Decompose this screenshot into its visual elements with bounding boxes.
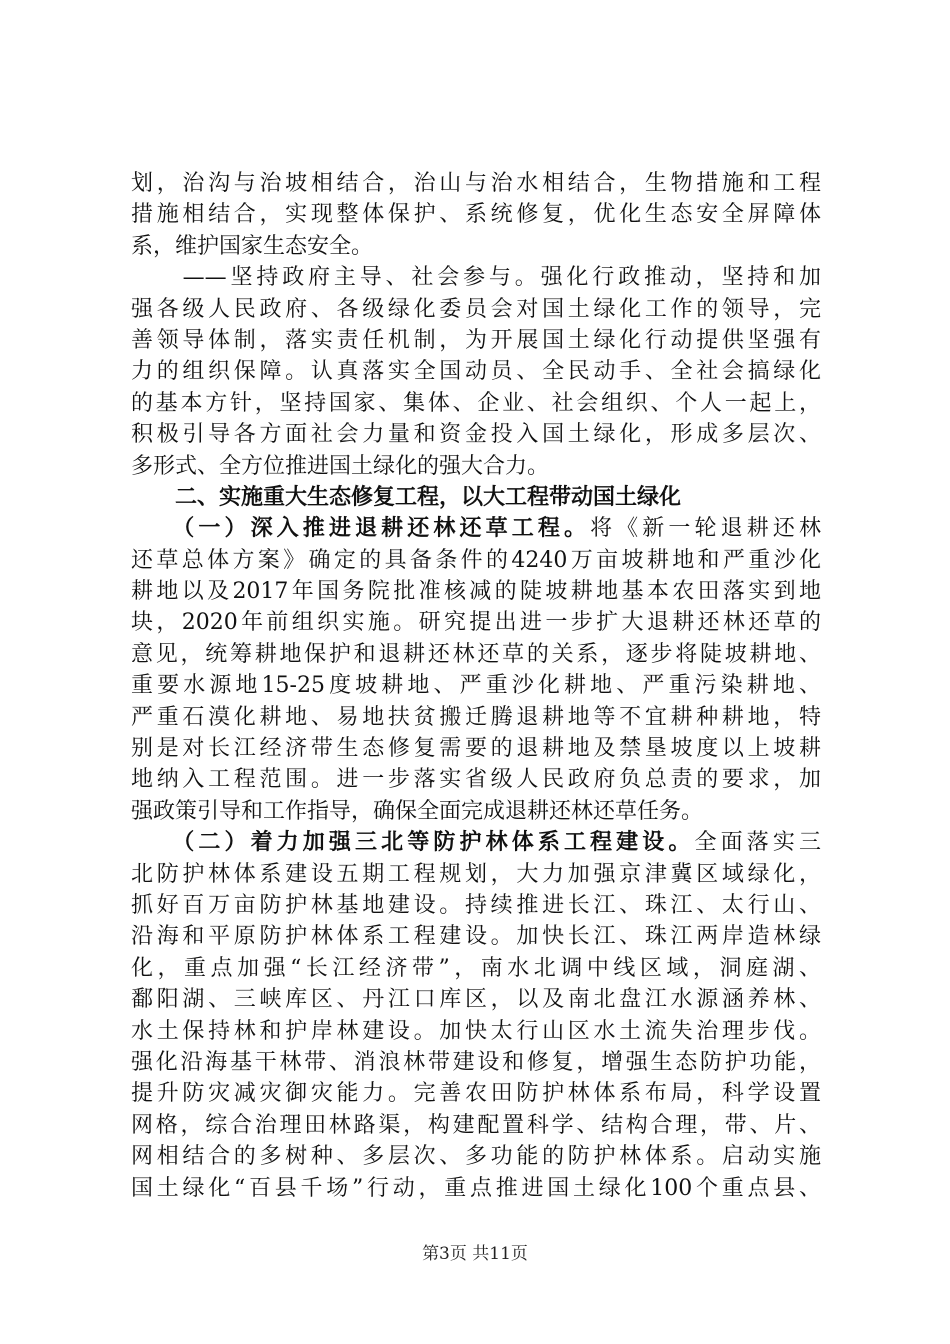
body-line: 力的组织保障。认真落实全国动员、全民动手、全社会搞绿化 [131,359,821,385]
body-line: 还草总体方案》确定的具备条件的4240万亩坡耕地和严重沙化 [131,547,821,573]
body-line: 多形式、全方位推进国土绿化的强大合力。 [131,453,550,479]
body-line: 强政策引导和工作指导，确保全面完成退耕还林还草任务。 [131,798,704,824]
body-text: 将《新一轮退耕还林 [590,516,821,542]
body-line: 网格，综合治理田林路渠，构建配置科学、结构合理，带、片、 [131,1112,821,1138]
body-line: 积极引导各方面社会力量和资金投入国土绿化，形成多层次、 [131,422,821,448]
body-line: 北防护林体系建设五期工程规划，大力加强京津冀区域绿化， [131,861,821,887]
body-line: 善领导体制，落实责任机制，为开展国土绿化行动提供坚强有 [131,327,821,353]
body-line: 鄱阳湖、三峡库区、丹江口库区，以及南北盘江水源涵养林、 [131,987,821,1013]
subsection-heading: （二）着力加强三北等防护林体系工程建设。 [131,829,695,856]
body-line: 耕地以及2017年国务院批准核减的陡坡耕地基本农田落实到地 [131,579,821,605]
body-line: 的基本方针，坚持国家、集体、企业、社会组织、个人一起上， [131,390,821,416]
body-line: 重要水源地15-25度坡耕地、严重沙化耕地、严重污染耕地、 [131,673,821,699]
body-line: ——坚持政府主导、社会参与。强化行政推动，坚持和加 [131,265,821,291]
page-number-footer: 第3页 共11页 [422,1244,528,1264]
body-line: 地纳入工程范围。进一步落实省级人民政府负总责的要求，加 [131,767,821,793]
document-body [131,168,821,1204]
body-line: 系，维护国家生态安全。 [131,233,374,259]
subsection-heading: （一）深入推进退耕还林还草工程。 [131,515,591,542]
body-line: 化，重点加强“长江经济带”，南水北调中线区域，洞庭湖、 [131,955,821,981]
body-line: 水土保持林和护岸林建设。加快太行山区水土流失治理步伐。 [131,1018,821,1044]
body-line: 别是对长江经济带生态修复需要的退耕地及禁垦坡度以上坡耕 [131,736,821,762]
body-line: 措施相结合，实现整体保护、系统修复，优化生态安全屏障体 [131,202,821,228]
body-line [131,827,821,858]
body-line: 强化沿海基干林带、消浪林带建设和修复，增强生态防护功能， [131,1049,821,1075]
body-line: 抓好百万亩防护林基地建设。持续推进长江、珠江、太行山、 [131,892,821,918]
body-line: 强各级人民政府、各级绿化委员会对国土绿化工作的领导，完 [131,296,821,322]
body-line: 网相结合的多树种、多层次、多功能的防护林体系。启动实施 [131,1144,821,1170]
body-text: 全面落实三 [694,830,821,856]
body-line: 沿海和平原防护林体系工程建设。加快长江、珠江两岸造林绿 [131,924,821,950]
section-heading: 二、实施重大生态修复工程，以大工程带动国土绿化 [131,483,682,510]
body-line [131,513,821,544]
body-line: 意见，统筹耕地保护和退耕还林还草的关系，逐步将陡坡耕地、 [131,641,821,667]
body-line: 块，2020年前组织实施。研究提出进一步扩大退耕还林还草的 [131,610,821,636]
body-line: 提升防灾减灾御灾能力。完善农田防护林体系布局，科学设置 [131,1081,821,1107]
body-line: 严重石漠化耕地、易地扶贫搬迁腾退耕地等不宜耕种耕地，特 [131,704,821,730]
body-line: 国土绿化“百县千场”行动，重点推进国土绿化100个重点县、 [131,1175,821,1201]
body-line: 划，治沟与治坡相结合，治山与治水相结合，生物措施和工程 [131,171,821,196]
